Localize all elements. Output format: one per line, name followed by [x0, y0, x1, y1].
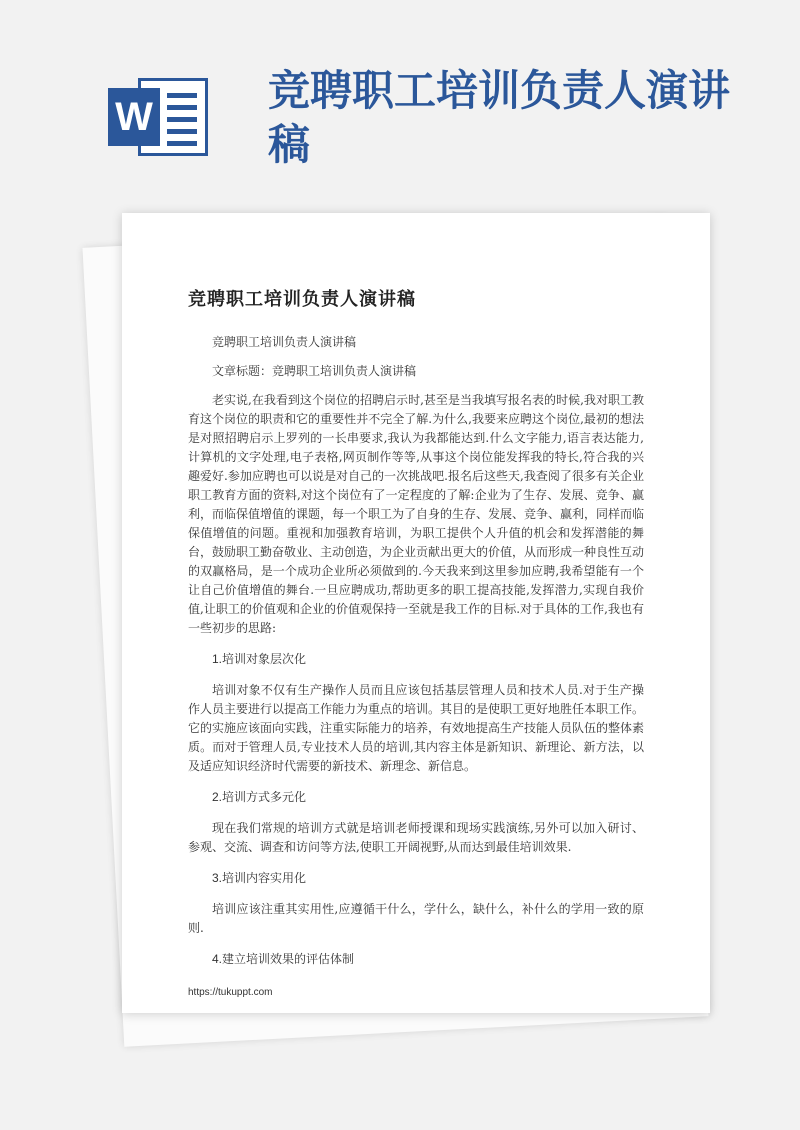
document-page	[122, 213, 710, 1013]
section-body-3: 培训应该注重其实用性,应遵循干什么，学什么，缺什么，补什么的学用一致的原则.	[188, 902, 644, 935]
section-body-2: 现在我们常规的培训方式就是培训老师授课和现场实践演练,另外可以加入研讨、参观、交流、调查和访问等方法,使职工开阔视野,从而达到最佳培训效果.	[188, 821, 644, 854]
section-title: 建立培训效果的评估体制	[222, 952, 355, 966]
page-title: 竞聘职工培训负责人演讲稿	[268, 66, 731, 169]
section-number: 4.	[212, 952, 223, 966]
section-title: 培训方式多元化	[222, 790, 307, 804]
word-logo-badge: W	[108, 88, 160, 146]
section-heading-3	[188, 869, 644, 888]
section-title: 培训对象层次化	[222, 652, 307, 666]
section-number: 2.	[212, 790, 223, 804]
document-heading: 竞聘职工培训负责人演讲稿	[188, 289, 416, 310]
footer-url-link[interactable]: https://tukuppt.com	[188, 987, 273, 998]
section-number: 3.	[212, 871, 223, 885]
section-heading-2	[188, 788, 644, 807]
intro-paragraph: 老实说,在我看到这个岗位的招聘启示时,甚至是当我填写报名表的时候,我对职工教育这个岗位的职责和它的重要性并不完全了解.为什么,我要来应聘这个岗位,最初的想法是对照招聘启示上罗列的一长串要求,我认为我都能达到.什么文字能力,语言表达能力,计算机的文字处理,电子表格,网页制作等等,从事这个岗位能发挥我的特长,符合我的兴趣爱好.参加应聘也可以说是对自己的一次挑战吧.报名后这些天,我查阅了很多有关企业职工教育方面的资料,对这个岗位有了一定程度的了解:企业为了生存、发展、竞争、赢利，而临保值增值的课题，每一个职工为了自身的生存、发展、竞争、赢利，同样而临保值增值的问题。重视和加强教育培训，为职工提供个人升值的机会和发挥潜能的舞台，鼓励职工勤奋敬业、主动创造，为企业贡献出更大的价值，从而形成一种良性互动的双赢格局，是一个成功企业所必须做到的.今天我来到这里参加应聘,我希望能有一个让自己价值增值的舞台.一旦应聘成功,帮助更多的职工提高技能,发挥潜力,实现自我价值,让职工的价值观和企业的价值观保持一至就是我工作的目标.对于具体的工作,我也有一些初步的思路:	[188, 393, 645, 635]
document-subtitle: 竞聘职工培训负责人演讲稿	[212, 335, 357, 349]
section-body-1: 培训对象不仅有生产操作人员而且应该包括基层管理人员和技术人员.对于生产操作人员主要进行以提高工作能力为重点的培训。其目的是使职工更好地胜任本职工作。它的实施应该面向实践，注重实际能力的培养，有效地提高生产技能人员队伍的整体素质。而对于管理人员,专业技术人员的培训,其内容主体是新知识、新理论、新方法，以及适应知识经济时代需要的新技术、新理念、新信息。	[188, 683, 645, 773]
article-title-line: 文章标题：竞聘职工培训负责人演讲稿	[212, 364, 417, 378]
section-heading-4	[188, 950, 644, 969]
section-title: 培训内容实用化	[222, 871, 307, 885]
section-number: 1.	[212, 652, 223, 666]
word-icon	[108, 70, 214, 162]
section-heading-1	[188, 650, 644, 669]
